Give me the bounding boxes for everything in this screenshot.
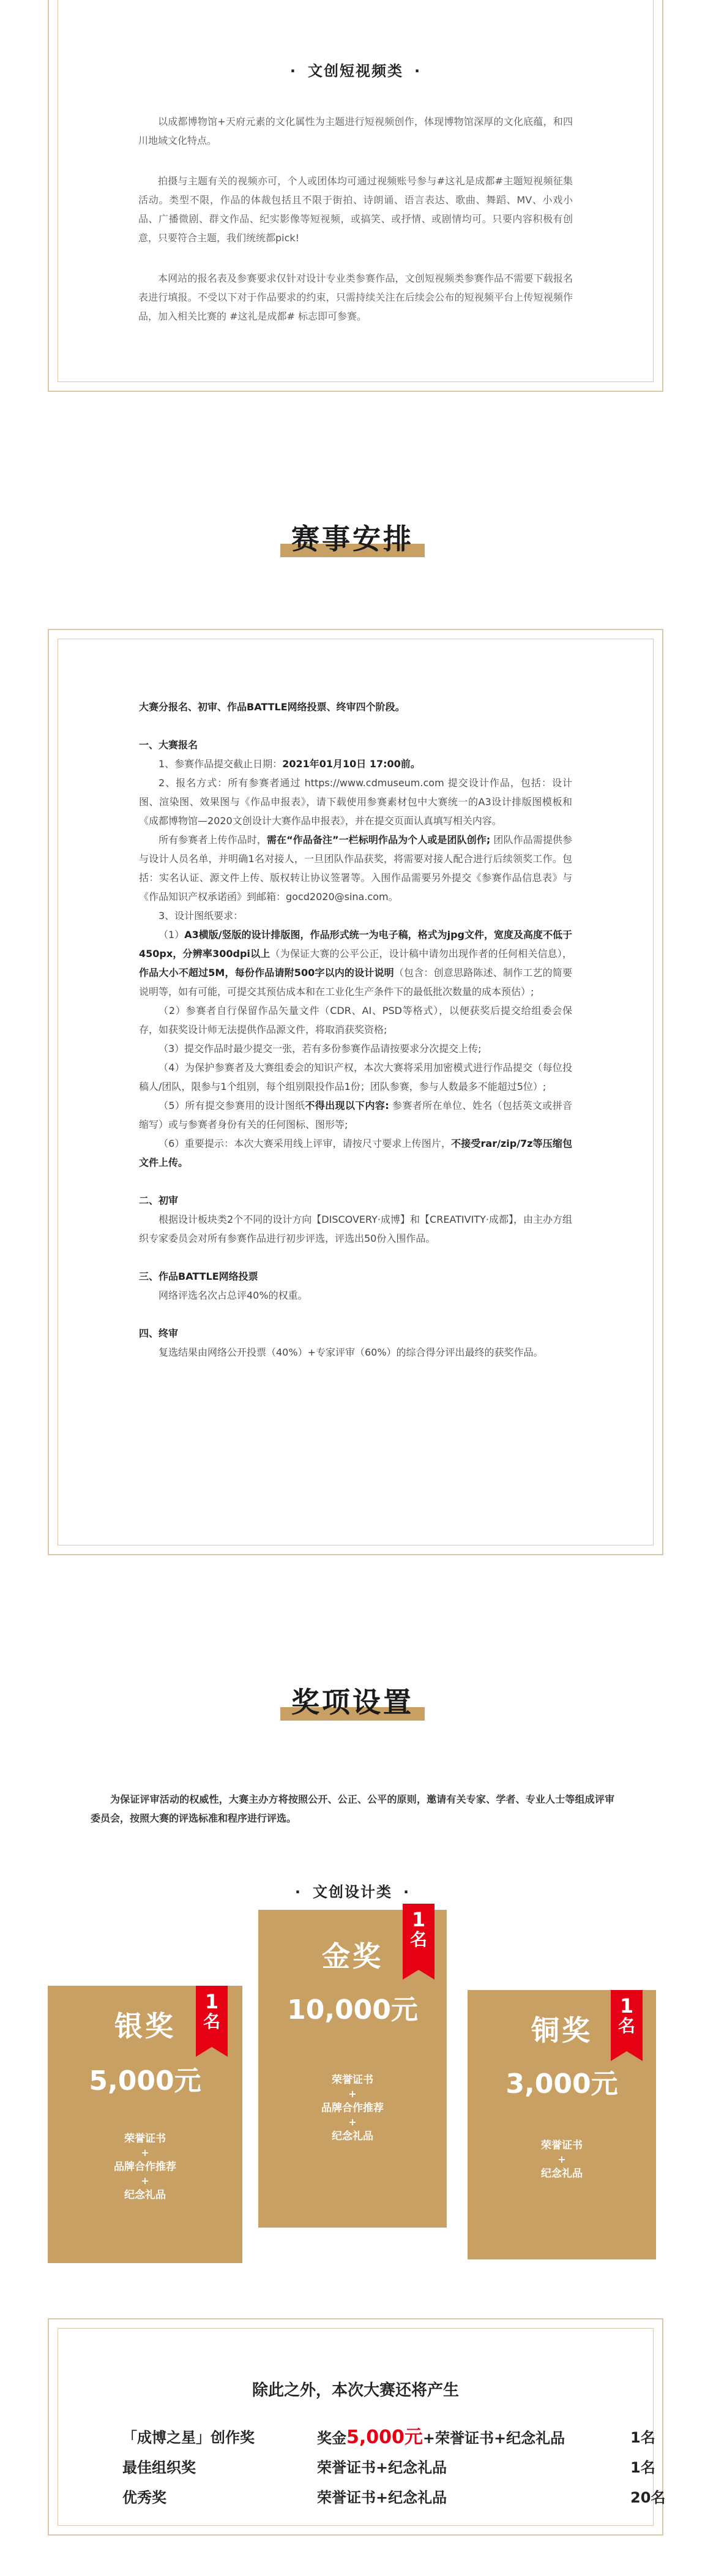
deadline-text: 1、参赛作品提交截止日期：2021年01月10日 17:00前。 — [159, 758, 420, 770]
bronze-award-amount: 3,000元 — [505, 2068, 618, 2100]
gold-perk-certificate: 荣誉证书 — [332, 2074, 373, 2086]
gold-award-card — [258, 1910, 447, 2228]
video-rules-paragraph: 拍摄与主题有关的视频亦可，个人或团体均可通过视频账号参与#这礼是成都#主题短视频征集活动。类型不限，作品的体裁包括且不限于街拍、诗朗诵、语言表达、歌曲、舞蹈、MV、小戏小品、广播微剧、群文作品、纪实影像等短视频，或搞笑、或抒情、或剧情均可。只要内容积极有创意，只要符合主题，我们统统都pick! — [138, 175, 573, 244]
gold-award-amount: 10,000元 — [287, 1994, 418, 2026]
bronze-award-card — [468, 1990, 656, 2259]
schedule-title: 赛事安排 — [0, 520, 705, 557]
requirement-3: （3）提交作品时最少提交一张，若有多份参赛作品请按要求分次提交上传; — [159, 1043, 482, 1054]
stage-voting-heading: 三、作品BATTLE网络投票 — [139, 1271, 258, 1282]
gold-award-name: 金奖 — [322, 1940, 383, 1973]
gold-perk-gift: 纪念礼品 — [332, 2130, 373, 2142]
video-note-paragraph: 本网站的报名表及参赛要求仅针对设计专业类参赛作品，文创短视频类参赛作品不需要下载报名表进行填报。不受以下对于作品要求的约束，只需持续关注在后续会公布的短视频平台上传短视频作品，加入相关比赛的 #这礼是成都# 标志即可参赛。 — [138, 272, 573, 322]
video-category-heading: · 文创短视频类 · — [289, 62, 422, 80]
requirement-1: （1）A3横版/竖版的设计排版图，作品形式统一为电子稿，格式为jpg文件，宽度及高度不低于450px，分辨率300dpi以上（为保证大赛的公平公正，设计稿中请勿出现作者的任何相关信息），作品大小不超过5M，每份作品请附500字以内的设计说明（包含：创意思路陈述、制作工艺的简要说明等，如有可能，可提交其预估成本和在工业化生产条件下的最低批次数量的成本预估）; — [139, 929, 572, 997]
plus-sign: + — [141, 2147, 149, 2158]
award-prize: 荣誉证书+纪念礼品 — [317, 2489, 447, 2506]
bronze-rank-ribbon: 1 名 — [611, 1990, 643, 2051]
award-prize: 奖金5,000元+荣誉证书+纪念礼品 — [317, 2427, 565, 2448]
gold-rank-ribbon: 1 名 — [403, 1904, 435, 1970]
video-intro-paragraph: 以成都博物馆+天府元素的文化属性为主题进行短视频创作，体现博物馆深厚的文化底蕴，和四川地域文化特点。 — [138, 116, 573, 146]
stage-preliminary-heading: 二、初审 — [139, 1195, 179, 1206]
requirement-5: （5）所有提交参赛用的设计图纸不得出现以下内容: 参赛者所在单位、姓名（包括英文或拼音缩写）或与参赛者身份有关的任何图标、图形等; — [139, 1100, 572, 1130]
final-text: 复选结果由网络公开投票（40%）+专家评审（60%）的综合得分评出最终的获奖作品。 — [159, 1346, 543, 1358]
award-name: 优秀奖 — [122, 2489, 166, 2506]
video-category-panel — [48, 0, 663, 392]
extra-awards-title: 除此之外，本次大赛还将产生 — [252, 2381, 459, 2400]
awards-intro: 为保证评审活动的权威性，大赛主办方将按照公开、公正、公平的原则，邀请有关专家、学者、专业人士等组成评审委员会，按照大赛的评选标准和程序进行评选。 — [91, 1793, 614, 1824]
gold-perk-brand: 品牌合作推荐 — [321, 2102, 384, 2114]
stage-final-heading: 四、终审 — [139, 1327, 179, 1339]
award-count: 1名 — [630, 2459, 655, 2476]
award-prize: 荣誉证书+纪念礼品 — [317, 2459, 447, 2476]
team-note-text: 所有参赛者上传作品时，需在“作品备注”一栏标明作品为个人或是团队创作; 团队作品需提供参与设计人员名单，并明确1名对接人，一旦团队作品获奖，将需要对接人配合进行后续领奖工作。包括：实名认证、源文件上传、版权转让协议签署等。入围作品需要另外提交《参赛作品信息表》与《作品知识产权承诺函》到邮箱：gocd2020@sina.com。 — [139, 834, 572, 903]
star-award-row — [122, 2425, 655, 2450]
requirement-2: （2）参赛者自行保留作品矢量文件（CDR、AI、PSD等格式），以便获奖后提交给组委会保存，如获奖设计师无法提供作品源文件，将取消获奖资格; — [139, 1005, 572, 1035]
silver-rank-ribbon: 1 名 — [196, 1986, 228, 2047]
silver-award-card — [48, 1986, 242, 2263]
plus-sign: + — [558, 2154, 566, 2165]
plus-sign: + — [141, 2175, 149, 2187]
requirement-6: （6）重要提示：本次大赛采用线上评审，请按尺寸要求上传图片，不接受rar/zip/7z等压缩包文件上传。 — [139, 1138, 572, 1168]
best-organization-row — [122, 2455, 655, 2480]
preliminary-text: 根据设计板块类2个不同的设计方向【DISCOVERY·成博】和【CREATIVITY·成都】，由主办方组织专家委员会对所有参赛作品进行初步评选，评选出50份入围作品。 — [139, 1214, 572, 1244]
awards-title: 奖项设置 — [0, 1684, 705, 1721]
requirement-4: （4）为保护参赛者及大赛组委会的知识产权，本次大赛将采用加密模式进行作品提交（每位投稿人/团队，限参与1个组别，每个组别限投作品1份；团队参赛，参与人数最多不能超过5位）; — [139, 1062, 572, 1092]
voting-text: 网络评选名次占总评40%的权重。 — [159, 1290, 308, 1301]
extra-awards-panel — [48, 2318, 666, 2536]
award-name: 最佳组织奖 — [122, 2459, 196, 2476]
award-name: 「成博之星」创作奖 — [122, 2429, 255, 2446]
submission-method-text: 2、报名方式：所有参赛者通过 https://www.cdmuseum.com 提交设计作品，包括：设计图、渲染图、效果图与《作品申报表》，请下载使用参赛素材包中大赛统一的A3设计排版图模板和《成都博物馆—2020文创设计大赛作品申报表》，并在提交页面认真填写相关内容。 — [139, 777, 572, 827]
schedule-panel — [48, 629, 663, 1555]
excellence-award-row — [122, 2485, 666, 2510]
silver-perk-brand: 品牌合作推荐 — [114, 2161, 176, 2173]
stage-registration-heading: 一、大赛报名 — [139, 739, 198, 751]
bronze-award-name: 铜奖 — [531, 2014, 592, 2047]
silver-award-name: 银奖 — [114, 2010, 176, 2043]
plus-sign: + — [348, 2116, 357, 2128]
award-count: 20名 — [630, 2489, 666, 2506]
design-category-heading: · 文创设计类 · — [294, 1883, 411, 1901]
plus-sign: + — [348, 2088, 357, 2100]
award-count: 1名 — [630, 2429, 655, 2446]
drawing-requirements-heading: 3、设计图纸要求： — [159, 910, 244, 922]
silver-perk-gift: 纪念礼品 — [124, 2189, 166, 2201]
schedule-lead: 大赛分报名、初审、作品BATTLE网络投票、终审四个阶段。 — [139, 701, 405, 713]
bronze-perk-certificate: 荣誉证书 — [541, 2139, 583, 2152]
silver-award-amount: 5,000元 — [89, 2065, 201, 2097]
silver-perk-certificate: 荣誉证书 — [124, 2133, 166, 2145]
bronze-perk-gift: 纪念礼品 — [541, 2168, 583, 2180]
